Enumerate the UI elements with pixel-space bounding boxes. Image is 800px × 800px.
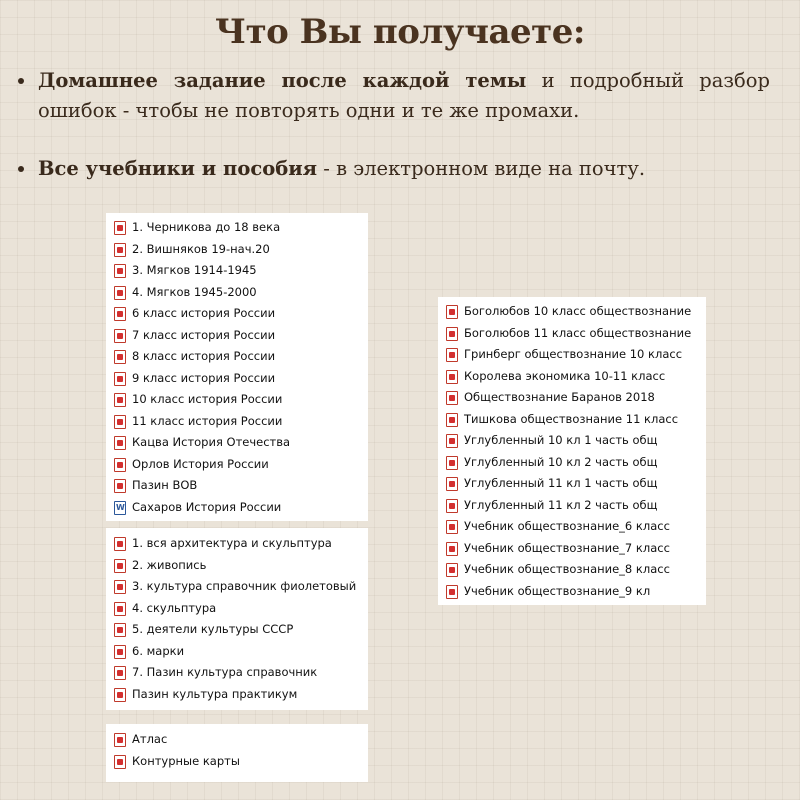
pdf-icon xyxy=(446,305,458,319)
file-item[interactable] xyxy=(106,260,368,282)
bullet-dot xyxy=(18,166,24,172)
pdf-icon xyxy=(114,393,126,407)
pdf-icon xyxy=(114,755,126,769)
file-name: 3. культура справочник фиолетовый xyxy=(132,579,357,593)
file-item[interactable] xyxy=(106,751,368,773)
benefits-list xyxy=(18,66,770,184)
pdf-icon xyxy=(446,391,458,405)
file-name: Учебник обществознание_7 класс xyxy=(464,540,670,555)
file-name: Углубленный 11 кл 2 часть общ xyxy=(464,497,658,512)
file-item[interactable] xyxy=(106,662,368,684)
pdf-icon xyxy=(114,458,126,472)
file-item[interactable] xyxy=(106,497,368,519)
pdf-icon xyxy=(114,537,126,551)
file-name: Учебник обществознание_9 кл xyxy=(464,583,651,598)
pdf-icon xyxy=(446,434,458,448)
pdf-icon xyxy=(114,329,126,343)
pdf-icon xyxy=(114,436,126,450)
file-name: Углубленный 10 кл 2 часть общ xyxy=(464,454,658,469)
pdf-icon xyxy=(446,542,458,556)
file-name: 7. Пазин культура справочник xyxy=(132,665,318,679)
file-item[interactable] xyxy=(106,533,368,555)
file-name: Обществознание Баранов 2018 xyxy=(464,390,655,404)
file-name: Учебник обществознание_6 класс xyxy=(464,519,670,533)
pdf-icon xyxy=(446,327,458,341)
social-studies-files-panel xyxy=(438,297,706,605)
file-name: Тишкова обществознание 11 класс xyxy=(464,411,679,426)
file-item[interactable] xyxy=(106,368,368,390)
file-name: 4. скульптура xyxy=(132,600,217,615)
pdf-icon xyxy=(114,623,126,637)
file-name: Королева экономика 10-11 класс xyxy=(464,368,666,383)
file-name: Пазин культура практикум xyxy=(132,686,298,701)
file-item[interactable] xyxy=(106,325,368,347)
file-name: 1. Черникова до 18 века xyxy=(132,220,281,234)
file-item[interactable] xyxy=(106,641,368,663)
file-name: Кацва История Отечества xyxy=(132,435,291,449)
file-name: Сахаров История России xyxy=(132,499,282,514)
benefit-text: и подробный разбор ошибок - чтобы не повторять одни и те же промахи. xyxy=(38,69,770,122)
file-name: 2. Вишняков 19-нач.20 xyxy=(132,241,270,256)
file-item[interactable] xyxy=(106,411,368,433)
pdf-icon xyxy=(114,666,126,680)
pdf-icon xyxy=(446,348,458,362)
file-name: Боголюбов 10 класс обществознание xyxy=(464,304,692,318)
file-name: Учебник обществознание_8 класс xyxy=(464,562,670,576)
file-item[interactable] xyxy=(106,282,368,304)
file-item[interactable] xyxy=(106,619,368,641)
file-name: 8 класс история России xyxy=(132,349,276,363)
file-item[interactable] xyxy=(106,303,368,325)
file-item[interactable] xyxy=(438,409,706,431)
file-name: Орлов История России xyxy=(132,456,269,471)
pdf-icon xyxy=(114,602,126,616)
pdf-icon xyxy=(446,413,458,427)
file-item[interactable] xyxy=(106,346,368,368)
pdf-icon xyxy=(446,499,458,513)
pdf-icon xyxy=(114,221,126,235)
file-item[interactable] xyxy=(106,454,368,476)
file-name: Боголюбов 11 класс обществознание xyxy=(464,325,692,340)
pdf-icon xyxy=(114,733,126,747)
pdf-icon xyxy=(114,286,126,300)
file-name: Атлас xyxy=(132,732,168,746)
pdf-icon xyxy=(446,477,458,491)
file-item[interactable] xyxy=(106,432,368,454)
word-doc-icon xyxy=(114,501,126,515)
pdf-icon xyxy=(114,559,126,573)
file-name: 3. Мягков 1914-1945 xyxy=(132,263,257,277)
file-item[interactable] xyxy=(106,239,368,261)
file-item[interactable] xyxy=(438,430,706,452)
pdf-icon xyxy=(446,563,458,577)
file-name: 5. деятели культуры СССР xyxy=(132,622,294,636)
file-item[interactable] xyxy=(438,387,706,409)
pdf-icon xyxy=(446,520,458,534)
file-item[interactable] xyxy=(106,217,368,239)
pdf-icon xyxy=(446,370,458,384)
file-item[interactable] xyxy=(438,301,706,323)
file-name: Гринберг обществознание 10 класс xyxy=(464,347,683,361)
file-name: 2. живопись xyxy=(132,557,207,572)
file-name: 6 класс история России xyxy=(132,306,276,320)
file-item[interactable] xyxy=(106,598,368,620)
history-files-panel xyxy=(106,213,368,521)
file-item[interactable] xyxy=(106,684,368,706)
pdf-icon xyxy=(114,264,126,278)
file-name: 1. вся архитектура и скульптура xyxy=(132,536,332,550)
file-name: 9 класс история России xyxy=(132,370,276,385)
benefit-bold-text: Все учебники и пособия xyxy=(38,157,318,180)
pdf-icon xyxy=(114,372,126,386)
file-name: Контурные карты xyxy=(132,753,240,768)
pdf-icon xyxy=(446,585,458,599)
maps-files-panel xyxy=(106,724,368,782)
file-item[interactable] xyxy=(438,581,706,603)
file-name: 11 класс история России xyxy=(132,413,283,428)
file-item[interactable] xyxy=(106,389,368,411)
file-name: Углубленный 10 кл 1 часть общ xyxy=(464,433,658,447)
pdf-icon xyxy=(114,350,126,364)
benefit-item-homework xyxy=(18,66,770,126)
file-item[interactable] xyxy=(438,516,706,538)
file-name: 7 класс история России xyxy=(132,327,276,342)
pdf-icon xyxy=(114,688,126,702)
page-title: Что Вы получаете: xyxy=(215,12,585,52)
benefit-text: - в электронном виде на почту. xyxy=(317,157,646,180)
file-item[interactable] xyxy=(438,538,706,560)
file-item[interactable] xyxy=(438,473,706,495)
file-item[interactable] xyxy=(106,729,368,751)
benefit-bold-text: Домашнее задание после каждой темы xyxy=(38,69,527,92)
file-item[interactable] xyxy=(438,366,706,388)
file-item[interactable] xyxy=(106,475,368,497)
file-name: Углубленный 11 кл 1 часть общ xyxy=(464,476,658,490)
file-name: 4. Мягков 1945-2000 xyxy=(132,284,257,299)
file-item[interactable] xyxy=(438,344,706,366)
file-item[interactable] xyxy=(106,576,368,598)
file-item[interactable] xyxy=(106,555,368,577)
pdf-icon xyxy=(114,243,126,257)
file-name: Пазин ВОВ xyxy=(132,478,198,492)
pdf-icon xyxy=(114,415,126,429)
pdf-icon xyxy=(114,645,126,659)
file-name: 10 класс история России xyxy=(132,392,283,406)
file-item[interactable] xyxy=(438,452,706,474)
benefit-item-textbooks xyxy=(18,154,770,184)
bullet-dot xyxy=(18,78,24,84)
pdf-icon xyxy=(114,479,126,493)
pdf-icon xyxy=(114,307,126,321)
file-item[interactable] xyxy=(438,323,706,345)
file-name: 6. марки xyxy=(132,643,185,658)
file-item[interactable] xyxy=(438,495,706,517)
pdf-icon xyxy=(446,456,458,470)
file-item[interactable] xyxy=(438,559,706,581)
pdf-icon xyxy=(114,580,126,594)
culture-files-panel xyxy=(106,528,368,710)
